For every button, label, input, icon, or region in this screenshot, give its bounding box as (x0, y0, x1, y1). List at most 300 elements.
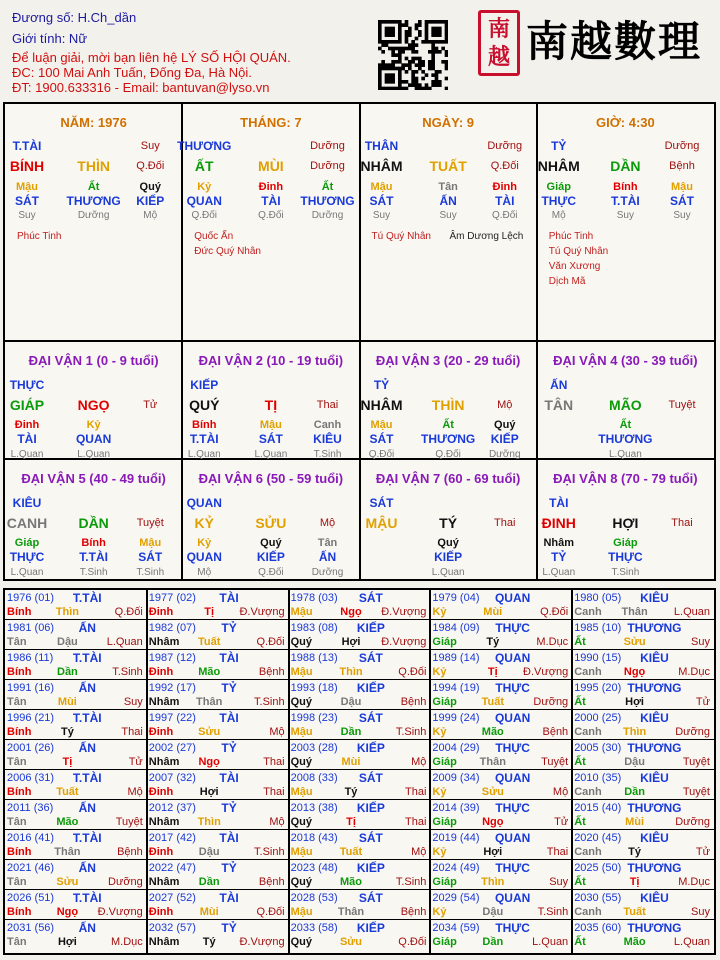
dai-van-hidden-god: TÀI (17, 432, 37, 446)
annual-years-grid (3, 588, 716, 955)
pillar-title: NĂM: 1976 (60, 115, 127, 130)
dai-van-hidden-god: THỰC (608, 550, 643, 564)
dai-van-hidden-stage: Q.Đối (368, 449, 395, 460)
year-stage: M.Dục (111, 936, 143, 948)
year-can: Quý (290, 696, 312, 708)
dai-van-hidden-stage: L.Quan (77, 449, 111, 460)
year-cell (572, 680, 714, 710)
year-god: THỰC (495, 861, 530, 875)
year-god: T.TÀI (72, 831, 102, 845)
year-god: ẤN (78, 681, 96, 695)
year-cell (5, 890, 147, 920)
year-stage: Thai (546, 846, 569, 858)
year-stage: Suy (691, 906, 710, 918)
year-can: Tân (7, 816, 27, 828)
dai-van-hidden-stage: Dưỡng (311, 567, 344, 578)
year-chi: Tý (628, 846, 641, 858)
pillar-stem-god: THÂN (364, 139, 399, 153)
year-god: SÁT (358, 831, 383, 845)
year-cell (430, 620, 572, 650)
pillar-title: NGÀY: 9 (422, 115, 475, 130)
year-stage: Bệnh (400, 906, 427, 918)
year-stage: L.Quan (106, 636, 143, 648)
year-cell (5, 680, 147, 710)
year-god: TÀI (219, 711, 239, 725)
year-label: 1979 (04) (432, 592, 480, 604)
star-label: Dịch Mã (548, 276, 586, 287)
year-chi: Tị (629, 876, 640, 888)
year-stage: Tuyệt (115, 816, 143, 828)
hidden-stage: Q.Đối (258, 210, 284, 221)
year-chi: Mão (339, 876, 362, 888)
year-chi: Ngọ (482, 816, 504, 828)
dai-van-hidden-god: THƯƠNG (421, 432, 476, 446)
year-label: 2022 (47) (148, 862, 196, 874)
dai-van-hidden-stage: L.Quan (431, 567, 465, 578)
year-stage: Dưỡng (108, 876, 143, 888)
hidden-god: THƯƠNG (300, 194, 355, 208)
year-can: Bính (7, 846, 32, 858)
dai-van-hidden-stage: Q.Đối (258, 567, 284, 578)
qr-code-icon (378, 20, 448, 90)
year-chi: Ngọ (340, 606, 362, 618)
year-cell (5, 620, 147, 650)
year-cell (572, 800, 714, 830)
year-label: 1987 (12) (148, 652, 196, 664)
year-can: Nhâm (148, 756, 180, 768)
year-stage: Thai (404, 816, 427, 828)
pillar-chi-rel: Q.Đối (490, 160, 519, 172)
year-chi: Dậu (198, 846, 220, 858)
grid-divider (5, 458, 714, 460)
year-stage: T.Sinh (254, 696, 285, 708)
year-cell (430, 740, 572, 770)
year-stage: Q.Đối (256, 906, 285, 918)
pillar-chi-rel: Bệnh (669, 160, 695, 172)
year-god: T.TÀI (72, 591, 102, 605)
year-label: 1990 (15) (574, 652, 622, 664)
dai-van-hidden-god: KIÊU (313, 432, 342, 446)
year-chi: Dần (198, 876, 220, 888)
year-stage: T.Sinh (112, 666, 143, 678)
year-chi: Tị (346, 816, 356, 828)
year-stage: L.Quan (532, 936, 569, 948)
year-stage: Suy (123, 696, 143, 708)
year-label: 1980 (05) (574, 592, 622, 604)
dai-van-hidden-stage: T.Sinh (611, 567, 640, 578)
year-chi: Hợi (199, 786, 219, 798)
hidden-stage: Mộ (143, 210, 158, 221)
year-can: Canh (574, 786, 602, 798)
year-stage: M.Dục (536, 636, 569, 648)
hidden-god: THỰC (541, 194, 577, 208)
year-god: THƯƠNG (627, 921, 682, 935)
dai-van-hidden-stage: L.Quan (187, 449, 221, 460)
year-can: Đinh (148, 846, 174, 858)
pillar-stage: Dưỡng (487, 140, 523, 152)
year-cell (147, 830, 289, 860)
dai-van-hidden-god: QUAN (186, 550, 222, 564)
year-stage: Dưỡng (533, 696, 569, 708)
year-can: Ất (574, 816, 586, 828)
dai-van-hidden-stem: Đinh (14, 419, 40, 431)
year-cell (289, 590, 431, 620)
year-god: TỶ (221, 681, 237, 695)
dai-van-hidden-stem: Ất (442, 419, 454, 431)
year-cell (289, 890, 431, 920)
year-stage: Q.Đối (398, 936, 427, 948)
year-cell (572, 650, 714, 680)
dai-van-god: QUAN (186, 496, 222, 510)
dai-van-hidden-stem: Quý (437, 537, 459, 549)
year-god: QUAN (494, 591, 531, 605)
year-can: Nhâm (148, 936, 180, 948)
dai-van-hidden-god: KIẾP (434, 550, 463, 564)
year-cell (289, 710, 431, 740)
year-can: Canh (574, 606, 602, 618)
year-label: 2010 (35) (574, 772, 622, 784)
year-chi: Thìn (55, 606, 79, 618)
year-label: 1981 (06) (7, 622, 55, 634)
dai-van-hidden-god: T.TÀI (79, 550, 108, 564)
year-god: THƯƠNG (627, 741, 682, 755)
year-label: 1997 (22) (148, 712, 196, 724)
dai-van-hidden-god: KIẾP (490, 432, 519, 446)
year-god: SÁT (358, 771, 383, 785)
year-cell (5, 860, 147, 890)
dai-van-hidden-stem: Giáp (613, 537, 638, 549)
year-can: Canh (574, 846, 602, 858)
hidden-stem: Giáp (546, 181, 571, 193)
year-god: KIẾP (356, 621, 385, 635)
dai-van-title: ĐẠI VẬN 3 (20 - 29 tuổi) (375, 353, 521, 368)
year-chi: Ngọ (56, 906, 79, 918)
dai-van-chi: MÃO (609, 397, 642, 413)
year-can: Tân (7, 636, 27, 648)
year-cell (147, 680, 289, 710)
dai-van-stage: Mộ (497, 399, 513, 411)
dai-van-hidden-stage: Q.Đối (435, 449, 461, 460)
dai-van-hidden-god: THỰC (9, 550, 45, 564)
year-can: Giáp (432, 876, 457, 888)
year-can: Quý (290, 936, 312, 948)
year-label: 2030 (55) (574, 892, 622, 904)
year-cell (147, 800, 289, 830)
year-stage: T.Sinh (395, 876, 427, 888)
dai-van-god: TỶ (373, 378, 390, 392)
hidden-stage: Q.Đối (191, 210, 218, 221)
year-stage: Bệnh (542, 726, 569, 738)
year-stage: Đ.Vượng (239, 606, 285, 618)
dai-van-chi: THÌN (431, 397, 465, 413)
dai-van-hidden-stem: Ất (619, 419, 632, 431)
year-god: THỰC (495, 801, 530, 815)
year-god: T.TÀI (72, 771, 102, 785)
year-god: T.TÀI (72, 711, 102, 725)
year-cell (572, 920, 714, 950)
brand-title: 南越數理 (526, 17, 703, 66)
dai-van-title: ĐẠI VẬN 7 (60 - 69 tuổi) (375, 471, 521, 486)
dai-van-hidden-stem: Kỷ (86, 419, 101, 431)
year-can: Mậu (290, 606, 313, 618)
year-label: 2015 (40) (574, 802, 622, 814)
year-cell (5, 650, 147, 680)
year-stage: T.Sinh (254, 846, 285, 858)
year-can: Tân (7, 936, 27, 948)
dai-van-hidden-stem: Nhâm (543, 537, 575, 549)
hidden-stage: Suy (673, 210, 691, 221)
year-god: THƯƠNG (627, 861, 682, 875)
year-can: Tân (7, 696, 27, 708)
year-cell (5, 770, 147, 800)
year-stage: Tử (554, 816, 569, 828)
year-chi: Dậu (624, 756, 645, 768)
dai-van-hidden-stem: Tân (317, 537, 338, 549)
dai-van-can: NHÂM (360, 397, 403, 413)
header (0, 0, 720, 100)
dai-van-chi: NGỌ (77, 397, 110, 413)
hidden-god: ẤN (439, 194, 457, 208)
year-label: 2001 (26) (7, 742, 55, 754)
year-cell (572, 830, 714, 860)
year-god: QUAN (494, 831, 531, 845)
year-chi: Thân (621, 606, 648, 618)
year-can: Tân (7, 756, 27, 768)
year-chi: Tuất (339, 846, 363, 858)
dai-van-hidden-stage: T.Sinh (136, 567, 165, 578)
year-label: 2033 (58) (290, 922, 338, 934)
dai-van-hidden-stage: L.Quan (10, 567, 44, 578)
year-stage: Mộ (269, 726, 285, 738)
year-cell (147, 710, 289, 740)
year-label: 2021 (46) (7, 862, 55, 874)
pillar-title: GIỜ: 4:30 (595, 115, 655, 130)
dai-van-hidden-stem: Mậu (259, 419, 282, 431)
year-stage: L.Quan (673, 936, 710, 948)
year-stage: Tử (128, 756, 143, 768)
year-stage: Mộ (127, 786, 143, 798)
year-label: 2003 (28) (290, 742, 338, 754)
year-stage: Đ.Vượng (239, 936, 285, 948)
dai-van-hidden-god: KIẾP (256, 550, 285, 564)
star-label: Âm Dương Lệch (449, 231, 524, 242)
dai-van-can: TÂN (544, 397, 574, 413)
dai-van-hidden-god: THƯƠNG (598, 432, 653, 446)
dai-van-hidden-stem: Bính (192, 419, 217, 431)
hidden-stage: Mộ (551, 210, 566, 221)
year-label: 2025 (50) (574, 862, 622, 874)
star-label: Phúc Tinh (17, 231, 62, 242)
dai-van-can: CANH (6, 515, 48, 531)
year-can: Mậu (290, 786, 313, 798)
year-cell (5, 710, 147, 740)
year-cell (430, 650, 572, 680)
year-can: Kỷ (432, 906, 447, 918)
year-label: 2011 (36) (7, 802, 54, 814)
year-chi: Dần (57, 666, 78, 678)
year-cell (572, 890, 714, 920)
year-chi: Hợi (625, 696, 644, 708)
year-chi: Tý (60, 726, 74, 738)
pillar-stem-god: T.TÀI (12, 139, 42, 153)
dai-van-stage: Tuyệt (136, 517, 164, 529)
pillar-title: THÁNG: 7 (240, 115, 302, 130)
year-chi: Thân (337, 906, 365, 918)
dai-van-title: ĐẠI VẬN 4 (30 - 39 tuổi) (553, 353, 698, 368)
dai-van-god: SÁT (369, 496, 394, 510)
dai-van-hidden-stem: Quý (260, 537, 282, 549)
year-god: TỶ (221, 741, 237, 755)
year-chi: Mão (56, 816, 79, 828)
year-god: KIÊU (640, 771, 669, 785)
year-label: 2002 (27) (148, 742, 196, 754)
year-god: THỰC (495, 741, 530, 755)
dai-van-hidden-god: T.TÀI (189, 432, 219, 446)
year-god: ẤN (78, 861, 96, 875)
year-can: Canh (574, 726, 602, 738)
hidden-stage: Suy (18, 210, 36, 221)
year-label: 2000 (25) (574, 712, 622, 724)
year-stage: Tử (695, 696, 710, 708)
hidden-stem: Mậu (370, 181, 393, 193)
year-stage: Đ.Vượng (97, 906, 143, 918)
year-label: 1992 (17) (148, 682, 196, 694)
star-label: Đức Quý Nhân (194, 246, 261, 257)
year-chi: Ngọ (198, 756, 220, 768)
dai-van-god: ẤN (550, 378, 568, 392)
year-cell (147, 860, 289, 890)
dai-van-title: ĐẠI VẬN 2 (10 - 19 tuổi) (198, 353, 344, 368)
year-stage: Q.Đối (256, 636, 285, 648)
year-stage: Đ.Vượng (381, 636, 427, 648)
star-label: Tú Quý Nhân (371, 231, 431, 242)
year-label: 1983 (08) (290, 622, 338, 634)
hidden-stage: Q.Đối (491, 210, 518, 221)
year-can: Ất (574, 936, 586, 948)
hidden-stage: Dưỡng (77, 210, 110, 221)
year-can: Ất (574, 696, 586, 708)
year-can: Giáp (432, 636, 457, 648)
dai-van-chi: SỬU (255, 515, 287, 531)
year-chi: Thân (479, 756, 506, 768)
year-stage: Bệnh (258, 876, 285, 888)
year-label: 2004 (29) (432, 742, 480, 754)
year-chi: Tý (486, 636, 500, 648)
dai-van-hidden-stage: T.Sinh (79, 567, 108, 578)
year-cell (289, 800, 431, 830)
year-cell (289, 860, 431, 890)
year-god: KIÊU (640, 891, 669, 905)
dai-van-hidden-stem: Mậu (370, 419, 393, 431)
year-label: 2031 (56) (7, 922, 55, 934)
year-can: Bính (7, 666, 32, 678)
year-stage: Bệnh (258, 666, 285, 678)
year-chi: Thìn (481, 876, 505, 888)
year-stage: Thai (121, 726, 143, 738)
year-cell (430, 770, 572, 800)
year-can: Bính (7, 606, 32, 618)
year-god: THƯƠNG (627, 681, 682, 695)
year-stage: T.Sinh (395, 726, 427, 738)
hidden-stem: Quý (139, 181, 161, 193)
year-chi: Dậu (57, 636, 78, 648)
year-can: Kỷ (432, 666, 447, 678)
star-label: Quốc Ấn (194, 231, 234, 242)
year-chi: Mùi (483, 606, 503, 618)
dai-van-hidden-stem: Bính (81, 537, 106, 549)
year-can: Giáp (432, 756, 457, 768)
year-label: 2023 (48) (290, 862, 338, 874)
year-label: 2017 (42) (148, 832, 196, 844)
dai-van-hidden-god: SÁT (258, 432, 283, 446)
year-can: Nhâm (148, 876, 180, 888)
year-chi: Hợi (341, 636, 361, 648)
hidden-stem: Đinh (492, 181, 517, 193)
year-chi: Sửu (623, 636, 646, 648)
hidden-god: SÁT (15, 194, 39, 208)
pillar-can: BÍNH (9, 158, 45, 174)
year-cell (289, 740, 431, 770)
year-cell (430, 830, 572, 860)
year-can: Quý (290, 636, 312, 648)
year-label: 2009 (34) (432, 772, 480, 784)
year-god: QUAN (494, 651, 531, 665)
year-stage: Bệnh (400, 696, 427, 708)
dai-van-hidden-stage: L.Quan (254, 449, 288, 460)
year-chi: Tý (344, 786, 358, 798)
pillar-chi: DẦN (610, 158, 641, 174)
year-label: 2027 (52) (148, 892, 196, 904)
year-god: KIÊU (640, 651, 669, 665)
year-stage: Bệnh (117, 846, 143, 858)
year-can: Mậu (290, 726, 313, 738)
year-label: 2020 (45) (574, 832, 622, 844)
year-god: KIẾP (356, 681, 385, 695)
year-can: Đinh (148, 786, 174, 798)
year-god: SÁT (358, 591, 383, 605)
year-cell (5, 920, 147, 950)
phone-email-line: ĐT: 1900.633316 - Email: bantuvan@lyso.vn (12, 80, 270, 95)
pillar-can: ẤT (194, 158, 214, 174)
year-label: 1988 (13) (290, 652, 338, 664)
year-chi: Tị (62, 756, 73, 768)
dai-van-stage: Mộ (319, 517, 336, 529)
dai-van-chi: HỢI (612, 515, 639, 531)
year-chi: Tuất (623, 906, 646, 918)
year-label: 1998 (23) (290, 712, 338, 724)
year-can: Quý (290, 876, 312, 888)
dai-van-god: KIÊU (12, 496, 42, 510)
year-can: Kỷ (432, 786, 447, 798)
dai-van-title: ĐẠI VẬN 1 (0 - 9 tuổi) (28, 353, 159, 368)
year-can: Giáp (432, 696, 457, 708)
year-god: TỶ (221, 801, 237, 815)
year-cell (147, 890, 289, 920)
hidden-stage: Suy (372, 210, 391, 221)
year-chi: Hợi (483, 846, 503, 858)
year-cell (147, 770, 289, 800)
year-label: 1978 (03) (290, 592, 338, 604)
year-stage: Tuyệt (541, 756, 569, 768)
gender: Giới tính: Nữ (12, 31, 88, 46)
year-can: Nhâm (148, 816, 180, 828)
year-label: 2014 (39) (432, 802, 480, 814)
year-label: 2028 (53) (290, 892, 338, 904)
pillar-chi: THÌN (77, 158, 110, 174)
year-god: ẤN (78, 801, 96, 815)
year-god: THỰC (495, 681, 530, 695)
year-god: KIẾP (356, 861, 385, 875)
